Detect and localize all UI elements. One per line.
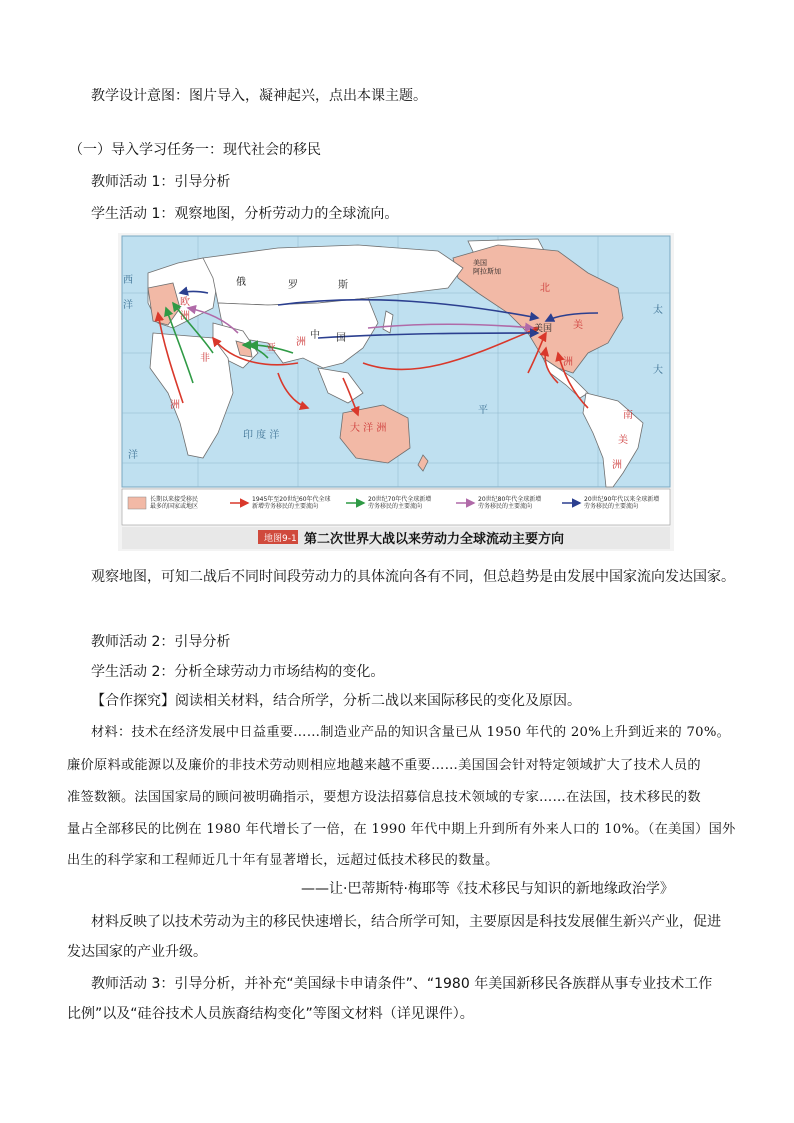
label-pacific-1: 太 xyxy=(653,305,663,316)
material-line-3: 准签数额。法国国家局的顾问被明确指示，要想方设法招募信息技术领域的专家……在法国，技术移民的数 xyxy=(67,790,701,805)
label-north-america-3: 洲 xyxy=(563,357,573,368)
label-china: 中 xyxy=(310,330,320,341)
world-labor-migration-map xyxy=(118,233,674,551)
label-europe-2: 洲 xyxy=(180,311,190,322)
label-atlantic-1: 大 xyxy=(653,365,663,376)
label-russia-3: 斯 xyxy=(338,280,348,291)
label-south-america-2: 美 xyxy=(618,435,628,446)
material-line-4: 量占全部移民的比例在 1980 年代增长了一倍，在 1990 年代中期上升到所有外来人口的 10%。（在美国）国外 xyxy=(67,822,736,837)
map-caption: 第二次世界大战以来劳动力全球流动主要方向 xyxy=(304,532,565,547)
legend-purple-text: 20世纪80年代全球新增劳务移民的主要流向 xyxy=(478,496,542,511)
teacher-activity-2: 教师活动 2：引导分析 xyxy=(91,634,231,650)
material-line-2: 廉价原料或能源以及廉价的非技术劳动则相应地越来越不重要……美国国会针对特定领域扩大了技术人员的 xyxy=(67,758,701,773)
citation: ——让·巴蒂斯特·梅耶等《技术移民与知识的新地缘政治学》 xyxy=(301,881,674,897)
analysis-line-2: 发达国家的产业升级。 xyxy=(67,944,207,960)
label-asia-1: 亚 xyxy=(266,343,276,354)
label-pacific-2: 平 xyxy=(478,405,488,416)
label-europe-1: 欧 xyxy=(180,297,190,308)
legend-highlight-text: 长期以来接受移民最多的国家或地区 xyxy=(150,496,199,511)
student-activity-2: 学生活动 2：分析全球劳动力市场结构的变化。 xyxy=(91,664,385,680)
label-usa: 美国 xyxy=(534,324,553,334)
legend-blue-text: 20世纪90年代以来全球新增劳务移民的主要流向 xyxy=(584,496,660,511)
label-africa-1: 非 xyxy=(200,353,210,364)
cooperation-prompt: 【合作探究】阅读相关材料，结合所学，分析二战以来国际移民的变化及原因。 xyxy=(91,693,581,709)
label-oceania: 大 洋 洲 xyxy=(350,423,387,434)
label-atlantic-3: 洋 xyxy=(123,300,133,311)
caption-tag: 地图9-1 xyxy=(264,534,297,544)
label-south-america-1: 南 xyxy=(623,410,633,421)
label-pacific-3: 洋 xyxy=(128,450,138,461)
student-activity-1: 学生活动 1：观察地图，分析劳动力的全球流向。 xyxy=(91,206,399,222)
map-legend xyxy=(122,489,670,525)
label-north-america-1: 北 xyxy=(540,283,550,294)
label-alaska: 美国阿拉斯加 xyxy=(473,259,501,276)
legend-green-text: 20世纪70年代全球新增劳务移民的主要流向 xyxy=(368,496,432,511)
teacher-activity-3-line-1: 教师活动 3：引导分析，并补充“美国绿卡申请条件”、“1980 年美国新移民各族群从事专业技术工作 xyxy=(91,976,713,992)
teacher-activity-1: 教师活动 1：引导分析 xyxy=(91,174,231,190)
material-line-1: 材料：技术在经济发展中日益重要……制造业产品的知识含量已从 1950 年代的 20%上升到近来的 70%。 xyxy=(91,725,731,740)
label-china-2: 国 xyxy=(336,333,346,344)
label-russia-1: 俄 xyxy=(236,277,246,288)
observation-text: 观察地图，可知二战后不同时间段劳动力的具体流向各有不同，但总趋势是由发展中国家流向发达国家。 xyxy=(91,569,735,585)
legend-red-text: 1945年至20世纪60年代全球新增劳务移民的主要流向 xyxy=(252,496,331,511)
design-intent: 教学设计意图：图片导入，凝神起兴，点出本课主题。 xyxy=(91,88,427,104)
teacher-activity-3-line-2: 比例”以及“硅谷技术人员族裔结构变化”等图文材料（详见课件）。 xyxy=(67,1006,474,1022)
label-russia-2: 罗 xyxy=(288,280,298,291)
label-south-america-3: 洲 xyxy=(612,460,622,471)
label-asia-2: 洲 xyxy=(296,337,306,348)
label-atlantic-2: 西 xyxy=(123,275,133,286)
analysis-line-1: 材料反映了以技术劳动为主的移民快速增长，结合所学可知，主要原因是科技发展催生新兴产业，促进 xyxy=(91,914,721,930)
label-africa-2: 洲 xyxy=(170,400,180,411)
label-north-america-2: 美 xyxy=(573,320,583,331)
material-line-5: 出生的科学家和工程师近几十年有显著增长，远超过低技术移民的数量。 xyxy=(67,853,499,868)
label-indian-ocean: 印 度 洋 xyxy=(243,430,280,441)
section-heading: （一）导入学习任务一：现代社会的移民 xyxy=(69,142,321,158)
